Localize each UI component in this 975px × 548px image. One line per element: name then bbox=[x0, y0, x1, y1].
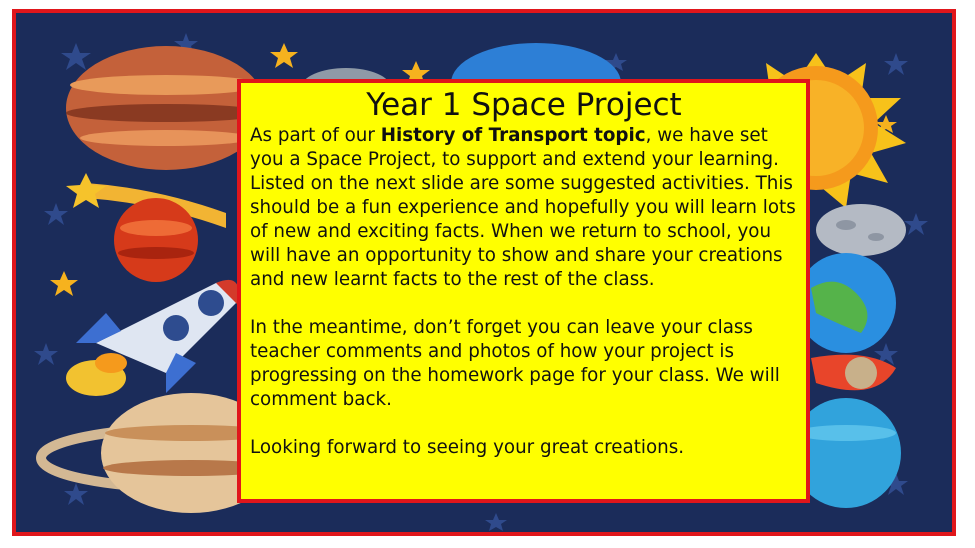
closing-paragraph: Looking forward to seeing your great creations. bbox=[250, 437, 685, 458]
meantime-paragraph: In the meantime, don’t forget you can leave your class teacher comments and photos of how your project is progressing on the homework page for your class. We will comment back. bbox=[250, 317, 780, 410]
page-title: Year 1 Space Project bbox=[366, 87, 682, 123]
rocket bbox=[66, 280, 239, 396]
star-icon bbox=[50, 271, 78, 296]
star-icon bbox=[270, 43, 298, 68]
project-text-panel bbox=[237, 79, 810, 503]
grey-moon bbox=[816, 204, 906, 256]
intro-body: , we have set you a Space Project, to support and extend your learning. Listed on the next slide are some suggested activities. This should be a fun experience and hopefully you will learn lots of new and exciting facts. When we return to school, you will have an opportunity to show and share your creations and new learnt facts to the rest of the class. bbox=[250, 125, 796, 290]
earth-planet bbox=[796, 253, 896, 353]
topic-name: History of Transport topic bbox=[380, 125, 646, 146]
slide-frame bbox=[12, 9, 956, 536]
mars-planet bbox=[114, 198, 198, 282]
intro-paragraph bbox=[250, 124, 798, 292]
jupiter-planet bbox=[66, 46, 266, 170]
intro-prefix: As part of our bbox=[250, 125, 381, 146]
